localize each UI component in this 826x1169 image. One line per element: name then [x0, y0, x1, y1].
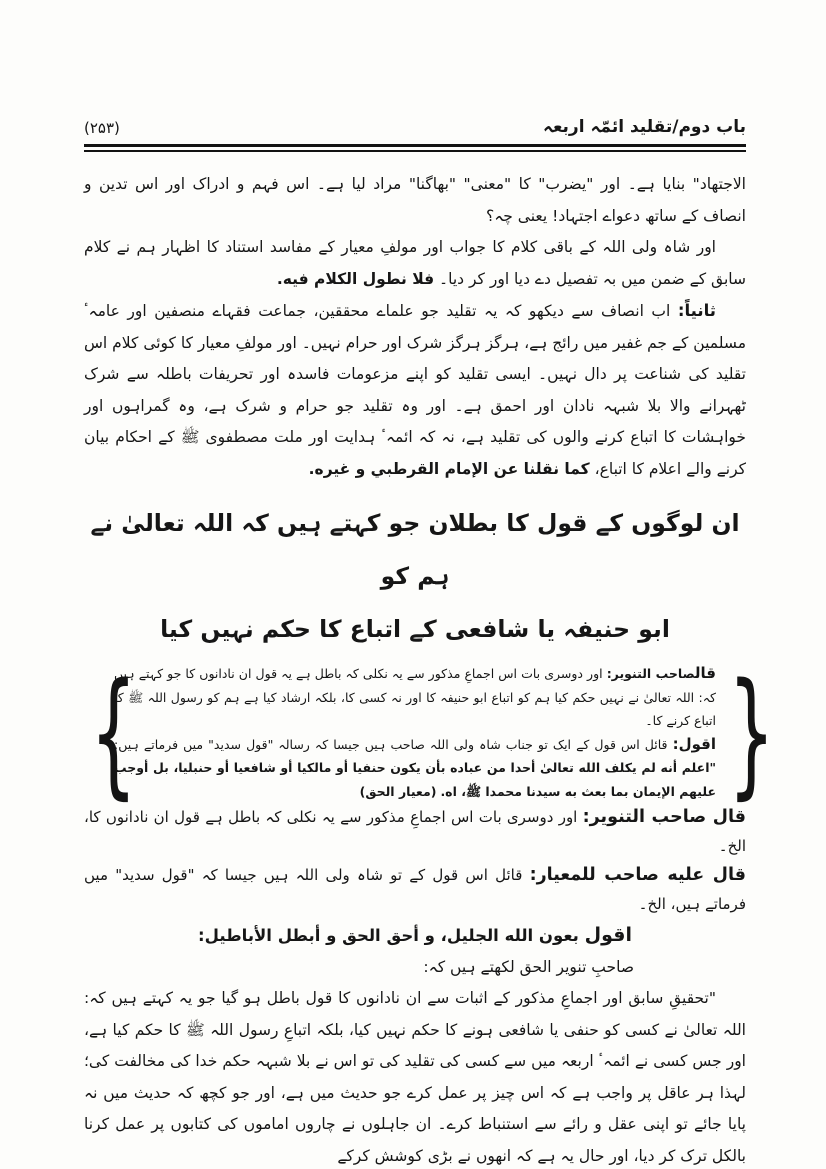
qala-tanwir-lead: قال صاحب التنویر:	[582, 807, 746, 827]
qala-miyar-line	[84, 861, 746, 919]
braced-quote-text	[108, 662, 722, 803]
aqoolu-text: بعون الله الجليل، و أحق الحق و أبطل الأباطيل:	[198, 926, 579, 945]
qala-lead: قال	[694, 664, 716, 682]
section-heading-line2: ابو حنیفہ یا شافعی کے اتباع کا حکم نہیں کیا	[160, 615, 670, 643]
aqool-quote	[114, 733, 716, 804]
page-number: (۲۵۳)	[84, 119, 120, 137]
final-quote-text: "تحقیقِ سابق اور اجماعِ مذکور کے اثبات سے ان نادانوں کا قول باطل ہو گیا جو یہ کہتے ہیں کہ: اللہ تعالیٰ نے کسی کو حنفی یا شافعی ہونے کا حکم نہیں کیا، بلکہ اتباعِ رسول اللہ ﷺ کا حکم کیا ہے، اور جس کسی نے ائمہٴ اربعہ میں سے کسی کی تقلید کی تو اس نے بلا شبہہ حکم خدا کی مخالفت کی؛ لہذا ہر عاقل پر واجب ہے کہ اس چیز پر عمل کرے جو حدیث میں ہے، اور جو کچھ کہ حدیث میں نہ پایا جائے تو اپنی عقل و رائے سے استنباط کرے۔ ان جاہلوں نے چاروں اماموں کی کتابوں پر عمل کرنا بالکل ترک کر دیا، اور حال یہ ہے کہ انھوں نے بڑی کوشش کرکے	[84, 989, 746, 1165]
sani-text: اب انصاف سے دیکھو کہ یہ تقلید جو علماے محققین، جماعت فقہاے منصفین اور عامہٴ مسلمین کے جم غفیر میں رائج ہے، ہرگز ہرگز شرک اور حرام نہیں۔ اور مولفِ معیار کا کوئی کلام اس تقلید کی شناعت پر دال نہیں۔ ایسی تقلید کو اپنے مزعومات فاسدہ اور تحریفات باطلہ سے شرک ٹھہرانے والا بلا شبہہ نادان اور احمق ہے۔ اور وہ تقلید جو حرام و شرک ہے، وہ گمراہوں اور خواہشات کا اتباع کرنے والوں کی تقلید ہے، نہ کہ ائمہٴ ہدایت اور ملت مصطفوی ﷺ کے احکام بیان کرنے والے اعلام کا اتباع،	[84, 302, 746, 478]
body-text	[84, 169, 746, 485]
qala-lead-rest: صاحب التنویر:	[606, 666, 695, 681]
braced-quote-block: { قالصاحب التنویر: اور دوسری بات اس اجماعِ مذکور سے یہ نکلی کہ باطل ہے یہ قول ان نادانوں کا جو کہتے ہیں کہ: اللہ تعالیٰ نے نہیں حکم کیا ہم کو اتباع ابو حنیفہ کا اور نہ کسی کا، بلکہ ارشاد کیا ہے ہم کو رسول اللہ ﷺ کا اتباع کرنے کا۔ اقول: قائل اس قول کے ایک تو جناب شاہ ولی اللہ صاحب ہیں جیسا کہ رسالہ "قول سدید" میں فرماتے ہیں: "اعلم أنه لم يكلف الله تعالىٰ أحدا من عباده بأن يكون حنفيا أو مالكيا أو شافعيا أو حنبليا، بل أوجب عليهم الإيمان بما بعث به سيدنا محمدا ﷺ، اه. (معيار الحق) }	[90, 653, 776, 812]
paragraph-shah-text: اور شاہ ولی اللہ کے باقی کلام کا جواب اور مولفِ معیار کے مفاسد استناد کا اظہار ہم نے کلام سابق کے ضمن میں بہ تفصیل دے دیا اور کر دیا۔	[84, 238, 746, 288]
paragraph-sani	[84, 295, 746, 485]
arabic-citation: كما نقلنا عن الإمام القرطبي و غيره.	[308, 459, 590, 478]
arabic-quote: "اعلم أنه لم يكلف الله تعالىٰ أحدا من عباده بأن يكون حنفيا أو مالكيا أو شافعيا أو حنبليا، بل أوجب عليهم الإيمان بما بعث به سيدنا محمدا ﷺ، اه.	[114, 760, 716, 799]
final-quote-block	[84, 983, 746, 1169]
running-header	[84, 116, 746, 137]
sani-lead: ثانیاً:	[677, 301, 716, 320]
arabic-phrase: فلا نطول الكلام فيه.	[276, 269, 435, 288]
aqoolu-lead: اقول	[584, 924, 632, 946]
tanwir-intro-text: صاحبِ تنویر الحق لکھتے ہیں کہ:	[423, 958, 634, 976]
qala-tanwir-line	[84, 803, 746, 861]
final-quote-paragraph	[84, 983, 746, 1169]
aqool-lead: اقول:	[672, 734, 716, 753]
section-heading	[84, 497, 746, 656]
tanwir-intro-line	[84, 952, 746, 983]
aqoolu-heading	[84, 919, 746, 952]
aqool-quote-text: قائل اس قول کے ایک تو جناب شاہ ولی اللہ صاحب ہیں جیسا کہ رسالہ "قول سدید" میں فرماتے ہیں:	[114, 736, 668, 752]
page-content	[84, 0, 776, 1169]
header-rule	[84, 144, 746, 152]
tanwir-quote	[114, 662, 716, 733]
qala-miyar-lead: قال علیه صاحب للمعیار:	[529, 865, 746, 885]
qala-miyar-text: قائل اس قول کے تو شاہ ولی اللہ ہیں جیسا کہ "قول سدید" میں فرماتے ہیں، الخ۔	[84, 866, 746, 913]
paragraph-ijtihad-text: الاجتهاد" بنایا ہے۔ اور "یضرب" کا "معنی" "بھاگنا" مراد لیا ہے۔ اس فہم و ادراک اور اس تدین و انصاف کے ساتھ دعواے اجتہاد! یعنی چہ؟	[84, 175, 746, 225]
paragraph-ijtihad	[84, 169, 746, 232]
source-reference: (معيار الحق)	[359, 783, 437, 799]
qala-tanwir-text: اور دوسری بات اس اجماعِ مذکور سے یہ نکلی کہ باطل ہے قول ان نادانوں کا، الخ۔	[84, 808, 746, 855]
tanwir-quote-text: اور دوسری بات اس اجماعِ مذکور سے یہ نکلی کہ باطل ہے یہ قول ان نادانوں کا جو کہتے ہیں کہ: اللہ تعالیٰ نے نہیں حکم کیا ہم کو اتباع ابو حنیفہ کا اور نہ کسی کا، بلکہ ارشاد کیا ہے ہم کو رسول اللہ ﷺ کا اتباع کرنے کا۔	[114, 666, 716, 728]
paragraph-shah-waliullah	[84, 232, 746, 295]
section-heading-line1: ان لوگوں کے قول کا بطلان جو کہتے ہیں کہ اللہ تعالیٰ نے ہم کو	[90, 509, 740, 590]
chapter-title: باب دوم/تقلید ائمّہ اربعہ	[542, 117, 746, 137]
